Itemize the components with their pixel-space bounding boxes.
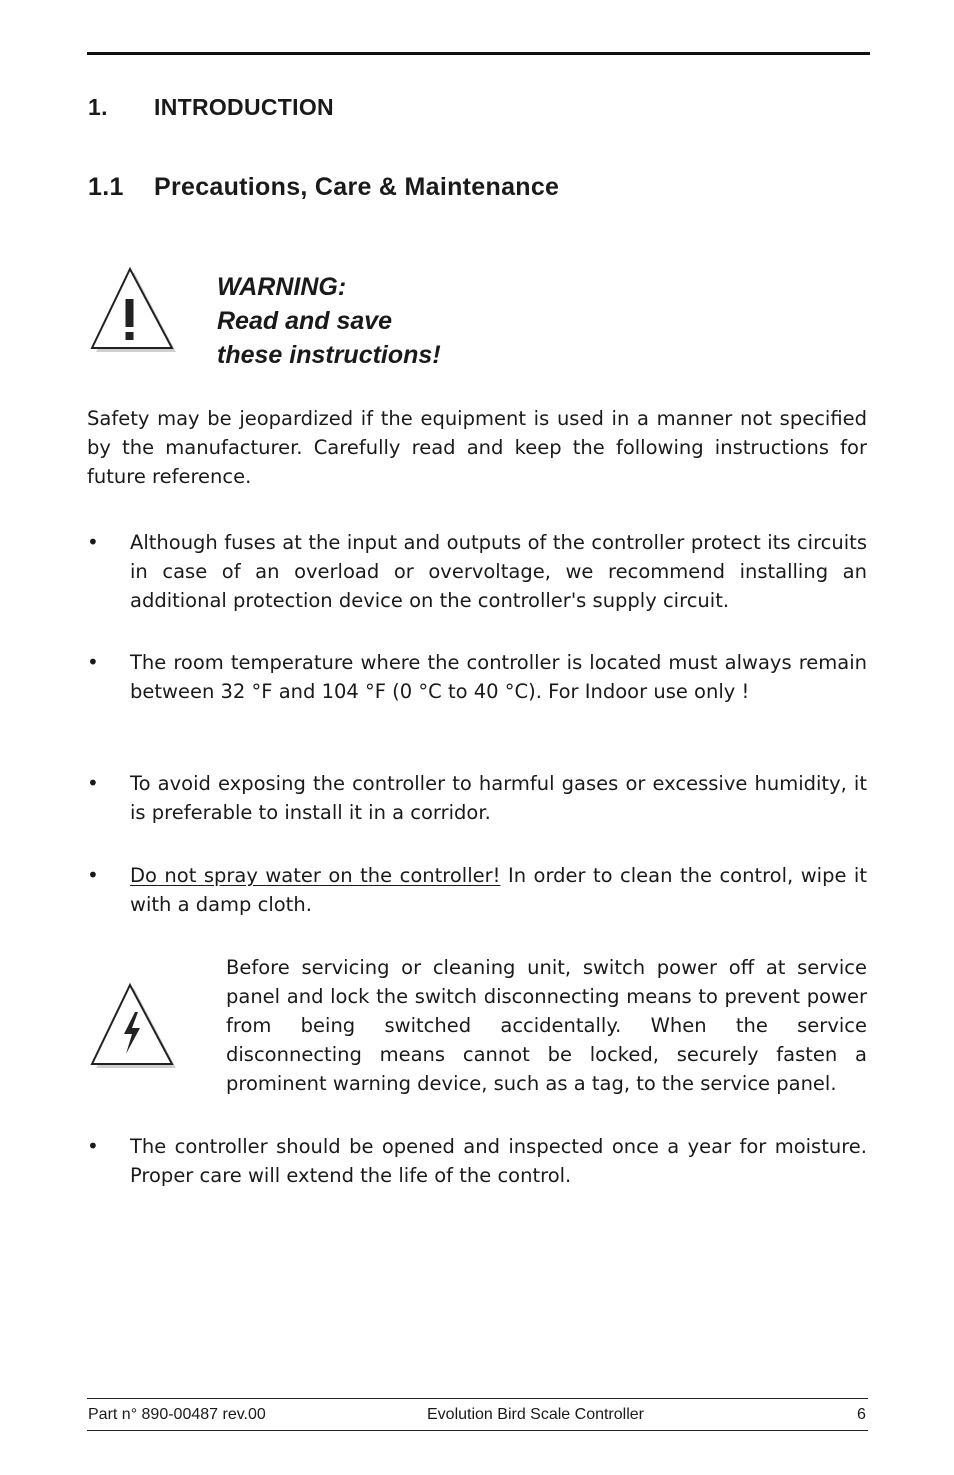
subsection-heading (88, 173, 559, 202)
section-heading (88, 94, 334, 121)
exclamation-triangle-icon (88, 266, 178, 354)
intro-paragraph: Safety may be jeopardized if the equipment is used in a manner not specified by the manufacturer. Carefully read and keep the following instructions for future reference. (87, 407, 867, 488)
footer-product-name: Evolution Bird Scale Controller (427, 1406, 644, 1423)
bullet-text: The room temperature where the controller is located must always remain between 32 °F and 104 °F (0 °C to 40 °C). For Indoor use only ! (130, 651, 867, 703)
list-item (87, 861, 867, 919)
top-rule (87, 52, 870, 55)
section-title: INTRODUCTION (154, 94, 334, 120)
bullet-dot: • (87, 863, 99, 887)
warning-line-1: WARNING: (217, 273, 347, 301)
list-item (87, 769, 867, 827)
list-item (87, 648, 867, 706)
bullet-text (130, 861, 867, 919)
cleaning-instruction: In order to clean the control, wipe it with a damp cloth. (130, 864, 867, 916)
no-water-warning: Do not spray water on the controller! (130, 864, 501, 887)
bullet-text: To avoid exposing the controller to harmful gases or excessive humidity, it is preferable to install it in a corridor. (130, 772, 867, 824)
warning-title (217, 270, 441, 372)
bullet-dot: • (87, 771, 99, 795)
electric-shock-triangle-icon (88, 982, 178, 1070)
section-number: 1. (88, 94, 108, 120)
bullet-text: Although fuses at the input and outputs of the controller protect its circuits in case of an overload or overvoltage, we recommend installing an additional protection device on the controller's supply circuit. (130, 531, 867, 612)
warning-line-3: these instructions! (217, 341, 441, 369)
bullet-dot: • (87, 650, 99, 674)
bullet-text: The controller should be opened and inspected once a year for moisture. Proper care will extend the life of the control. (130, 1135, 867, 1187)
warning-line-2: Read and save (217, 307, 393, 335)
bullet-dot: • (87, 1134, 99, 1158)
service-safety-notice: Before servicing or cleaning unit, switch power off at service panel and lock the switch disconnecting means to prevent power from being switched accidentally. When the service disconnecting means cannot be locked, securely fasten a prominent warning device, such as a tag, to the service panel. (226, 956, 867, 1095)
footer-rule-top (87, 1398, 868, 1399)
subsection-title: Precautions, Care & Maintenance (154, 173, 560, 201)
subsection-number: 1.1 (88, 173, 124, 201)
footer-page-number: 6 (857, 1406, 866, 1423)
footer-part-number: Part n° 890-00487 rev.00 (88, 1406, 266, 1423)
list-item (87, 1132, 867, 1190)
bullet-dot: • (87, 530, 99, 554)
footer-rule-bottom (87, 1430, 868, 1431)
list-item (87, 528, 867, 615)
